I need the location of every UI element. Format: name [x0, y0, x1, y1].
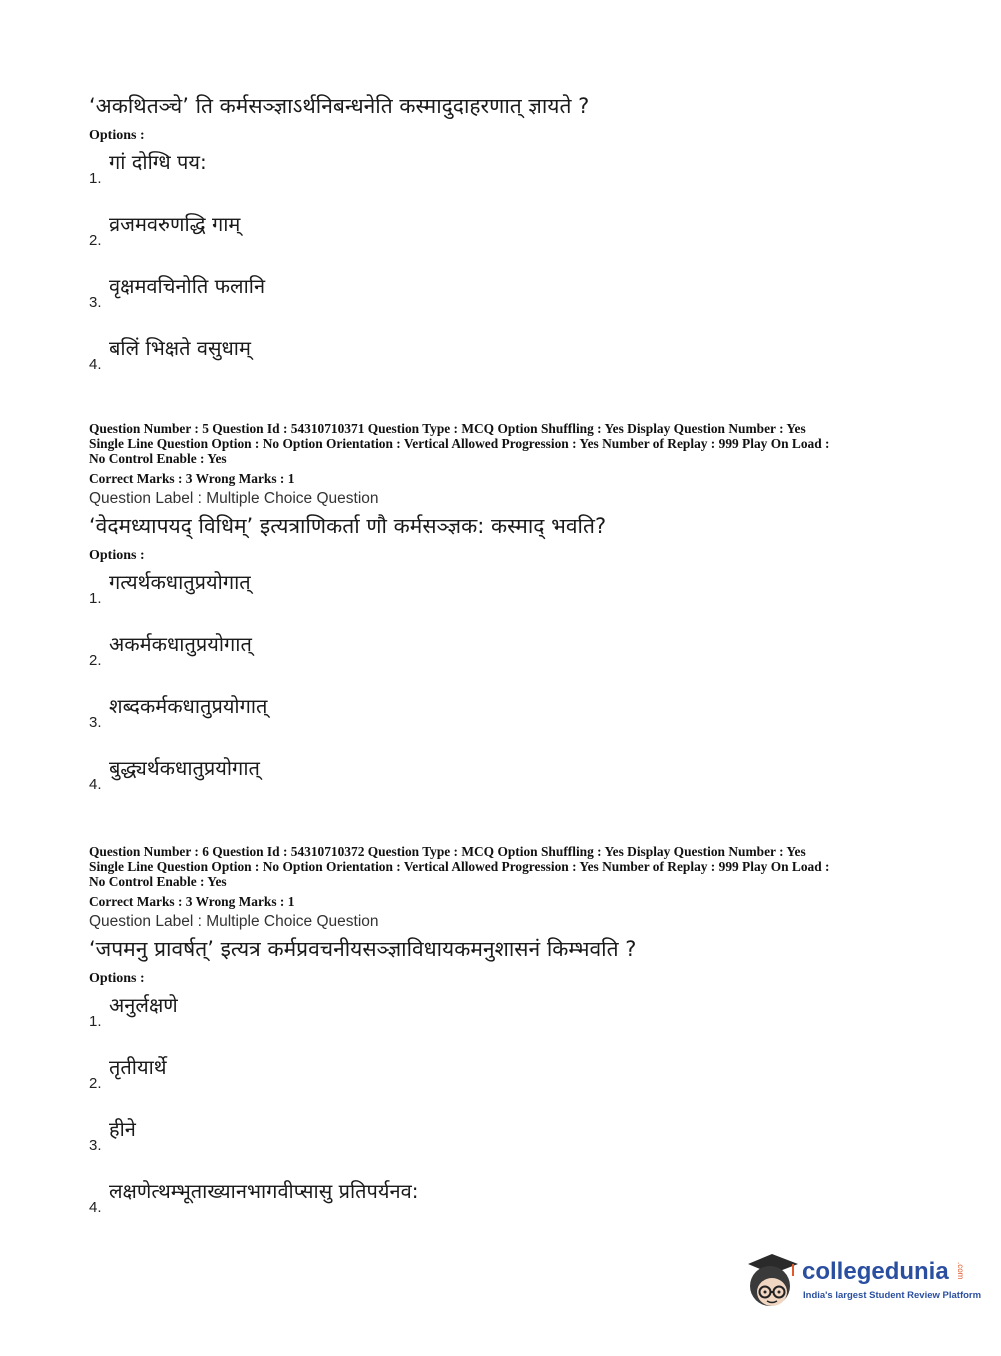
option-4	[89, 1173, 949, 1235]
question-meta	[89, 421, 949, 466]
logo-wordmark: collegedunia	[802, 1258, 949, 1285]
question-stem: ‘अकथितञ्चे’ ति कर्मसञ्ज्ञाऽर्थनिबन्धनेति कस्मादुदाहरणात् ज्ञायते ?	[89, 94, 590, 118]
question-meta	[89, 844, 949, 889]
option-number: 3.	[89, 1137, 102, 1154]
option-number: 2.	[89, 232, 102, 249]
question-stem: ‘जपमनु प्रावर्षत्’ इत्यत्र कर्मप्रवचनीयसञ्ज्ञाविधायकमनुशासनं किम्भवति ?	[89, 937, 637, 961]
question-stem: ‘वेदमध्यापयद् विधिम्’ इत्यत्राणिकर्ता णौ कर्मसञ्ज्ञक: कस्माद् भवति?	[89, 514, 607, 538]
option-number: 1.	[89, 590, 102, 607]
options-label: Options :	[89, 971, 145, 986]
option-text: गां दोग्धि पय:	[109, 150, 207, 174]
option-number: 2.	[89, 1075, 102, 1092]
option-number: 4.	[89, 356, 102, 373]
option-1	[89, 144, 949, 206]
meta-line: No Control Enable : Yes	[89, 874, 227, 889]
student-mascot-icon	[742, 1250, 802, 1314]
question-label: Question Label : Multiple Choice Question	[89, 913, 379, 930]
option-text: व्रजमवरुणद्धि गाम्	[109, 212, 241, 236]
question-marks: Correct Marks : 3 Wrong Marks : 1	[89, 894, 295, 909]
option-number: 1.	[89, 170, 102, 187]
option-3	[89, 688, 949, 750]
meta-line: No Control Enable : Yes	[89, 451, 227, 466]
question-6	[89, 844, 949, 1235]
option-text: अनुर्लक्षणे	[109, 993, 178, 1017]
option-4	[89, 750, 949, 812]
option-2	[89, 626, 949, 688]
option-4	[89, 330, 949, 392]
option-3	[89, 268, 949, 330]
option-number: 4.	[89, 1199, 102, 1216]
question-4	[89, 92, 949, 392]
options-label: Options :	[89, 128, 145, 143]
option-text: लक्षणेत्थम्भूताख्यानभागवीप्सासु प्रतिपर्यनव:	[109, 1179, 419, 1203]
options-label: Options :	[89, 548, 145, 563]
meta-line: Question Number : 5 Question Id : 54310710371 Question Type : MCQ Option Shuffling : Yes Display Question Number : Yes	[89, 421, 806, 436]
option-2	[89, 1049, 949, 1111]
option-number: 4.	[89, 776, 102, 793]
option-number: 1.	[89, 1013, 102, 1030]
option-2	[89, 206, 949, 268]
option-text: अकर्मकधातुप्रयोगात्	[109, 632, 252, 656]
option-text: गत्यर्थकधातुप्रयोगात्	[109, 570, 251, 594]
option-text: वृक्षमवचिनोति फलानि	[109, 274, 266, 298]
question-5	[89, 421, 949, 812]
option-text: बुद्ध्यर्थकधातुप्रयोगात्	[109, 756, 260, 780]
option-1	[89, 987, 949, 1049]
option-number: 3.	[89, 294, 102, 311]
option-3	[89, 1111, 949, 1173]
collegedunia-logo	[742, 1250, 982, 1314]
option-1	[89, 564, 949, 626]
option-number: 3.	[89, 714, 102, 731]
option-text: तृतीयार्थे	[109, 1055, 167, 1079]
option-number: 2.	[89, 652, 102, 669]
question-label: Question Label : Multiple Choice Question	[89, 490, 379, 507]
option-text: शब्दकर्मकधातुप्रयोगात्	[109, 694, 268, 718]
meta-line: Question Number : 6 Question Id : 54310710372 Question Type : MCQ Option Shuffling : Yes Display Question Number : Yes	[89, 844, 806, 859]
option-text: हीने	[109, 1117, 136, 1141]
logo-tagline: India's largest Student Review Platform	[803, 1290, 982, 1301]
logo-suffix: .com	[956, 1262, 965, 1280]
meta-line: Single Line Question Option : No Option Orientation : Vertical Allowed Progression : Yes Number of Replay : 999 Play On Load :	[89, 859, 830, 874]
meta-line: Single Line Question Option : No Option Orientation : Vertical Allowed Progression : Yes Number of Replay : 999 Play On Load :	[89, 436, 830, 451]
question-marks: Correct Marks : 3 Wrong Marks : 1	[89, 471, 295, 486]
option-text: बलिं भिक्षते वसुधाम्	[109, 336, 251, 360]
